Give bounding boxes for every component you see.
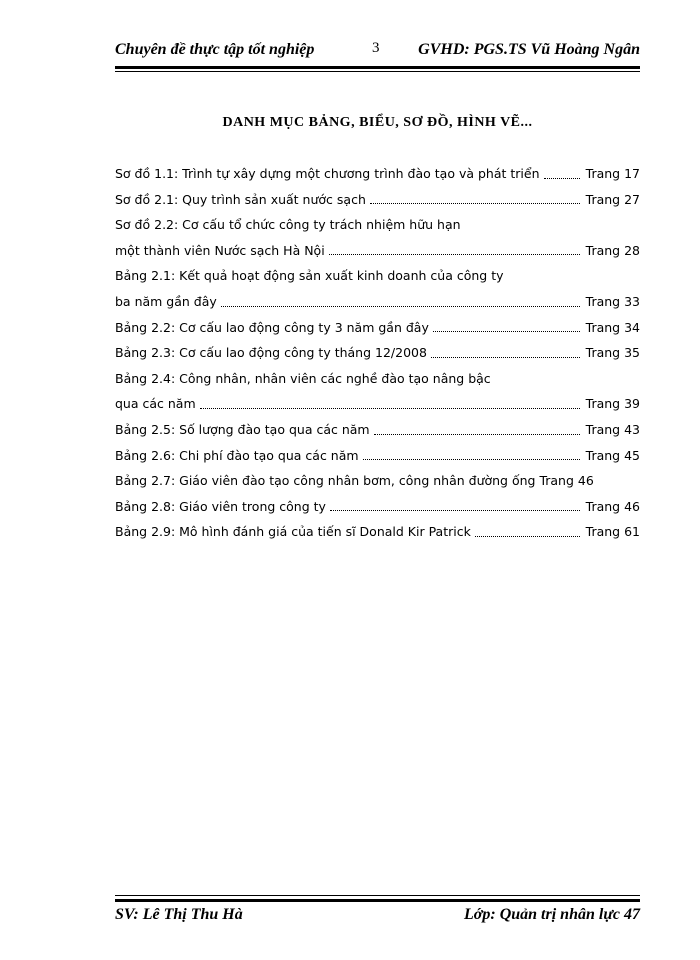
table-of-figures [115, 161, 640, 545]
toc-entry [115, 212, 640, 238]
toc-entry [115, 519, 640, 545]
toc-entry-page: Trang 35 [585, 345, 640, 361]
footer-student: SV: Lê Thị Thu Hà [115, 906, 243, 923]
toc-entry-text: Bảng 2.5: Số lượng đào tạo qua các năm [115, 421, 370, 437]
dot-leader [475, 536, 580, 537]
dot-leader [363, 459, 580, 460]
toc-entry [115, 315, 640, 341]
toc-entry-text: Sơ đồ 1.1: Trình tự xây dựng một chương trình đào tạo và phát triển [115, 166, 540, 181]
toc-entry-page: Trang 28 [585, 242, 640, 258]
toc-entry-page: Trang 33 [585, 293, 640, 309]
toc-entry-page: Trang 43 [585, 421, 640, 437]
toc-entry-text: ba năm gần đây [115, 293, 217, 309]
toc-entry-text: một thành viên Nước sạch Hà Nội [115, 242, 325, 258]
dot-leader [544, 178, 580, 179]
dot-leader [329, 254, 580, 255]
page-number: 3 [372, 40, 380, 56]
toc-entry [115, 161, 640, 187]
header-rule-thin [115, 71, 640, 72]
toc-entry-text: Bảng 2.2: Cơ cấu lao động công ty 3 năm gần đây [115, 319, 429, 335]
toc-entry [115, 187, 640, 213]
toc-entry-page: Trang 17 [585, 166, 640, 181]
dot-leader [330, 510, 580, 511]
toc-entry [115, 263, 640, 289]
toc-entry-text: Bảng 2.9: Mô hình đánh giá của tiến sĩ Donald Kir Patrick [115, 524, 471, 540]
dot-leader [374, 434, 580, 435]
toc-entry-page: Trang 34 [585, 319, 640, 335]
page-title: DANH MỤC BẢNG, BIỂU, SƠ ĐỒ, HÌNH VẼ... [222, 115, 533, 130]
toc-entry [115, 238, 640, 264]
toc-entry [115, 443, 640, 469]
dot-leader [370, 203, 580, 204]
header-rule-thick [115, 66, 640, 69]
toc-entry [115, 289, 640, 315]
toc-entry-text: Bảng 2.7: Giáo viên đào tạo công nhân bơm, công nhân đường ống Trang 46 [115, 473, 594, 489]
page-footer [115, 906, 640, 930]
toc-entry-text: Bảng 2.3: Cơ cấu lao động công ty tháng 12/2008 [115, 345, 427, 361]
footer-rule-thin [115, 895, 640, 896]
toc-entry-text: qua các năm [115, 396, 196, 412]
footer-rule-thick [115, 899, 640, 902]
toc-entry-page: Trang 46 [585, 498, 640, 514]
toc-entry-text: Sơ đồ 2.1: Quy trình sản xuất nước sạch [115, 191, 366, 207]
toc-entry [115, 391, 640, 417]
dot-leader [221, 306, 580, 307]
toc-entry [115, 366, 640, 392]
header-thesis-title: Chuyên đề thực tập tốt nghiệp [115, 41, 315, 58]
page-header [115, 40, 640, 68]
toc-entry-text: Bảng 2.4: Công nhân, nhân viên các nghề đào tạo nâng bậc [115, 370, 491, 386]
toc-entry [115, 417, 640, 443]
footer-class: Lớp: Quản trị nhân lực 47 [464, 906, 640, 923]
toc-entry-page: Trang 45 [585, 447, 640, 463]
dot-leader [431, 357, 580, 358]
toc-entry [115, 494, 640, 520]
toc-entry-text: Sơ đồ 2.2: Cơ cấu tổ chức công ty trách nhiệm hữu hạn [115, 217, 461, 233]
toc-entry-text: Bảng 2.6: Chi phí đào tạo qua các năm [115, 447, 359, 463]
dot-leader [433, 331, 580, 332]
toc-entry-text: Bảng 2.1: Kết quả hoạt động sản xuất kinh doanh của công ty [115, 268, 504, 284]
toc-entry-text: Bảng 2.8: Giáo viên trong công ty [115, 498, 326, 514]
header-supervisor: GVHD: PGS.TS Vũ Hoàng Ngân [418, 41, 640, 58]
toc-entry [115, 468, 640, 494]
toc-entry [115, 340, 640, 366]
toc-entry-page: Trang 39 [585, 396, 640, 412]
dot-leader [200, 408, 580, 409]
toc-entry-page: Trang 61 [585, 524, 640, 540]
toc-entry-page: Trang 27 [585, 191, 640, 207]
